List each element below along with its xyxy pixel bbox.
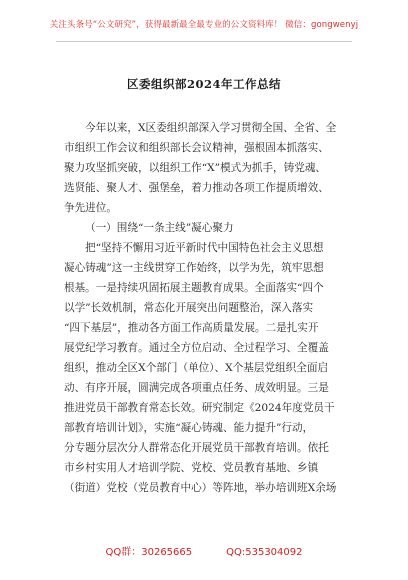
text-line: “四下基层”，推动各方面工作高质量发展。二是扎实开 [64,322,319,334]
section-paragraph [64,238,350,498]
text-line: 凝心铸魂”这一主线贯穿工作始终，以学为先，筑牢思想 [64,262,324,274]
text-line: 聚力攻坚抓突破，以组织工作“X”模式为抓手，铸党魂、 [64,162,327,174]
text-line: 市乡村实用人才培训学院、党校、党员教育基地、乡镇 [64,462,319,474]
header-divider [56,41,352,42]
text-line: （街道）党校（党员教育中心）等阵地，举办培训班X余场 [64,482,337,494]
text-line: 以学”长效机制，常态化开展突出问题整治，深入落实 [64,302,314,314]
text-line: 根基。一是持续巩固拓展主题教育成果。全面落实“四个 [64,282,324,294]
text-line: 市组织工作会议和组织部长会议精神，强根固本抓落实、 [64,142,329,154]
text-line: 选贤能、聚人才、强堡垒，着力推动各项工作提质增效、 [64,182,329,194]
section-heading-text: （一）围绕“一条主线”凝心聚力 [85,222,234,234]
text-line: 今年以来，X区委组织部深入学习贯彻全国、全省、全 [85,122,337,134]
document-body [64,118,350,498]
text-line: 推进党员干部教育常态长效。研究制定《2024年度党员干 [64,402,335,414]
qq-contact-number: QQ:535304092 [226,547,303,558]
contact-footer [0,543,408,558]
text-line: 组织，推动全区X个部门（单位）、X个基层党组织全面启 [64,362,329,374]
promo-banner: 关注头条号“公文研究”，获得最新最全最专业的公文资料库！ 微信：gongwenyj [49,20,359,30]
text-line: 争先进位。 [64,202,117,214]
section-heading [64,218,350,238]
qq-group-number: QQ群：30265665 [105,547,193,558]
text-line: 展党纪学习教育。通过全方位启动、全过程学习、全覆盖 [64,342,329,354]
text-line: 动、有序开展，圆满完成各项重点任务、成效明显。三是 [64,382,329,394]
text-line: 把“坚持不懈用习近平新时代中国特色社会主义思想 [85,242,324,254]
text-line: 部教育培训计划》，实施“凝心铸魂、能力提升”行动， [64,422,314,434]
document-title: 区委组织部2024年工作总结 [126,77,281,91]
text-line: 分专题分层次分人群常态化开展党员干部教育培训。依托 [64,442,329,454]
intro-paragraph [64,118,350,218]
